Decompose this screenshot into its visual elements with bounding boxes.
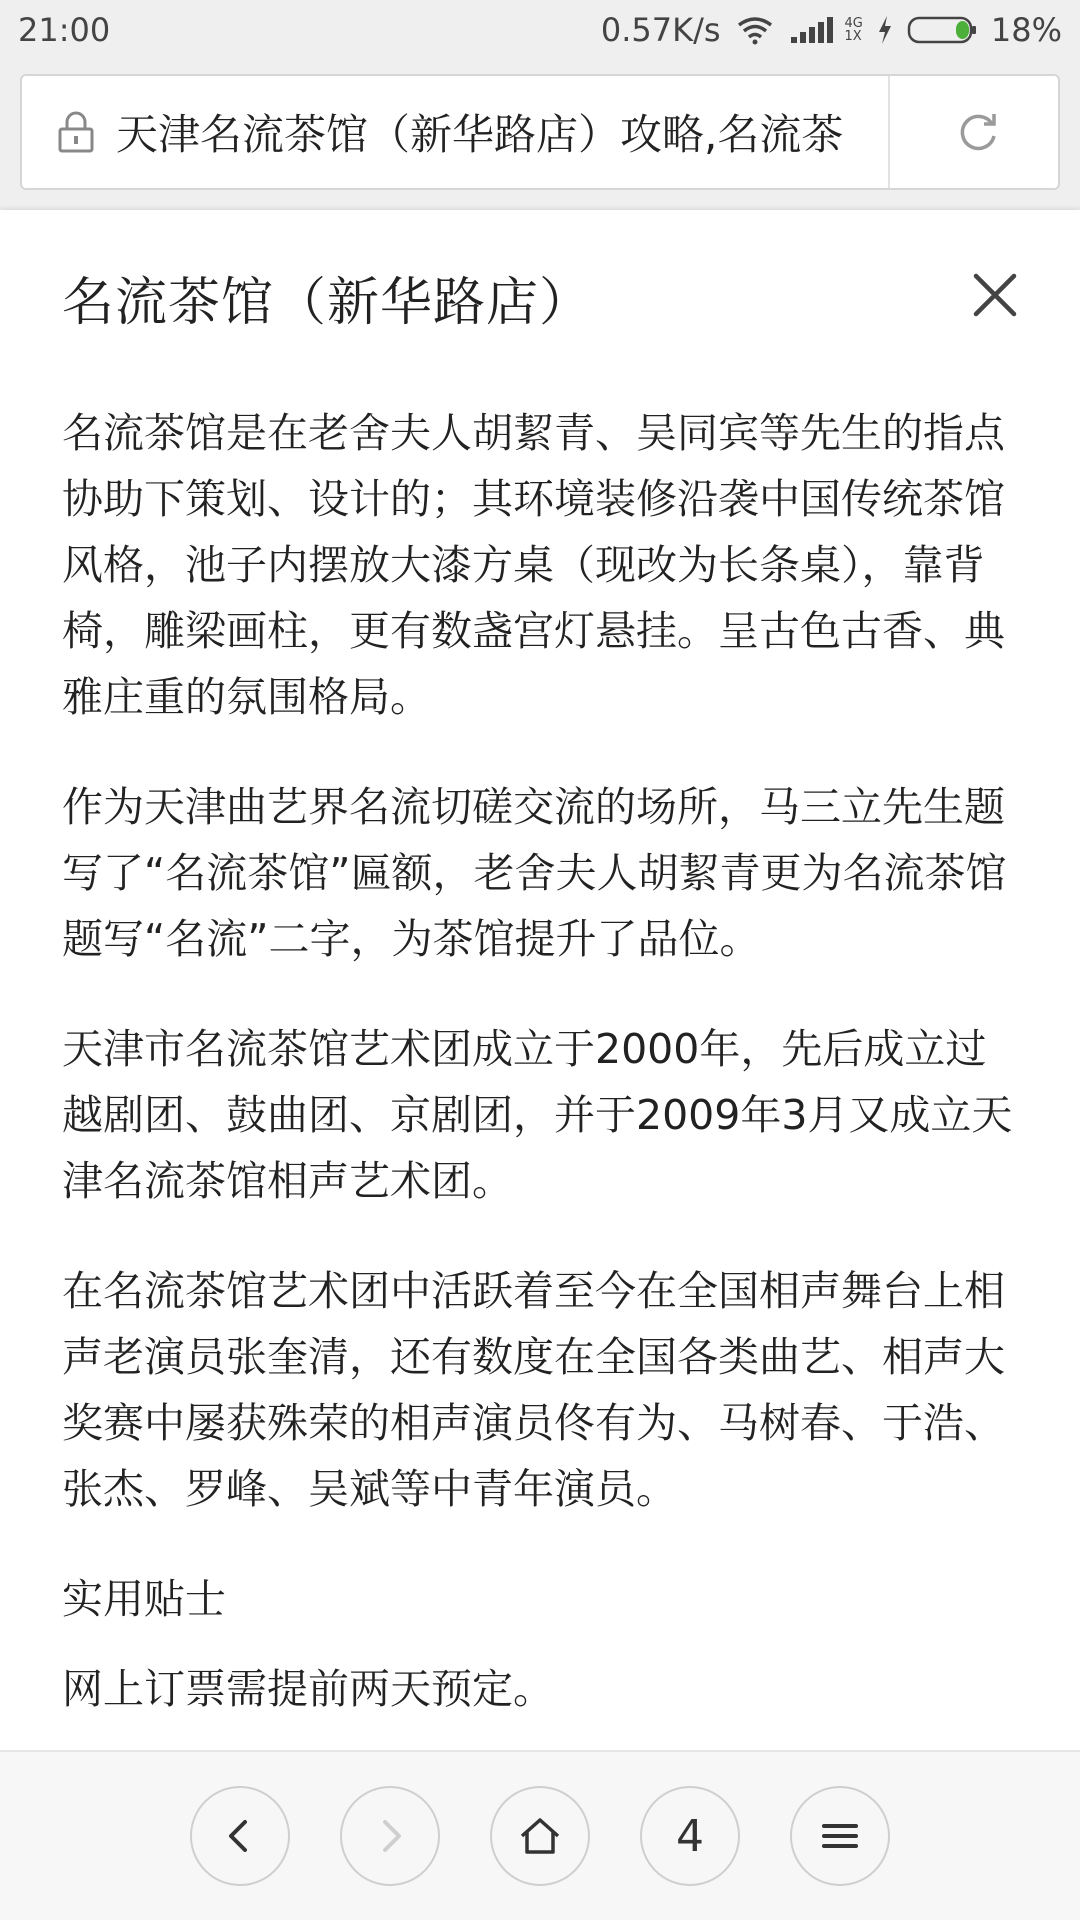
close-icon[interactable] [970, 270, 1020, 320]
paragraph: 作为天津曲艺界名流切磋交流的场所，马三立先生题写了“名流茶馆”匾额，老舍夫人胡絜青更为名流茶馆题写“名流”二字，为茶馆提升了品位。 [62, 783, 1007, 963]
status-bar [0, 0, 1080, 60]
bottom-toolbar [0, 1750, 1080, 1920]
network-type-top: 4G [844, 16, 863, 31]
wifi-icon [735, 15, 775, 45]
tab-count: 4 [676, 1810, 704, 1862]
forward-icon [368, 1814, 412, 1858]
forward-button[interactable] [340, 1786, 440, 1886]
paragraph: 名流茶馆是在老舍夫人胡絜青、吴同宾等先生的指点协助下策划、设计的；其环境装修沿袭中国传统茶馆风格，池子内摆放大漆方桌（现改为长条桌），靠背椅，雕梁画柱，更有数盏宫灯悬挂。呈古色古香、典雅庄重的氛围格局。 [62, 409, 1005, 721]
net-speed: 0.57K/s [600, 11, 721, 49]
tips-text: 网上订票需提前两天预定。 [62, 1665, 554, 1713]
home-button[interactable] [490, 1786, 590, 1886]
tips-heading: 实用贴士 [62, 1575, 226, 1623]
network-type-bottom: 1X [844, 29, 862, 44]
status-time: 21:00 [18, 11, 111, 49]
reload-icon[interactable] [954, 108, 1002, 156]
address-divider [888, 76, 890, 188]
battery-icon [907, 15, 977, 45]
url-text[interactable]: 天津名流茶馆（新华路店）攻略,名流茶 [116, 110, 844, 159]
back-button[interactable] [190, 1786, 290, 1886]
detail-sheet [0, 210, 1080, 1750]
lock-icon [56, 110, 96, 154]
status-indicators [601, 11, 1062, 49]
tabs-button[interactable] [640, 1786, 740, 1886]
menu-icon [818, 1814, 862, 1858]
signal-icon [789, 15, 837, 45]
address-bar[interactable] [20, 74, 1060, 190]
menu-button[interactable] [790, 1786, 890, 1886]
paragraph: 天津市名流茶馆艺术团成立于2000年，先后成立过越剧团、鼓曲团、京剧团，并于2009年3月又成立天津名流茶馆相声艺术团。 [62, 1025, 1013, 1205]
paragraph: 在名流茶馆艺术团中活跃着至今在全国相声舞台上相声老演员张奎清，还有数度在全国各类曲艺、相声大奖赛中屡获殊荣的相声演员佟有为、马树春、于浩、张杰、罗峰、吴斌等中青年演员。 [62, 1267, 1005, 1513]
home-icon [518, 1814, 562, 1858]
charging-bolt-icon [877, 15, 893, 45]
sheet-title: 名流茶馆（新华路店） [62, 273, 593, 333]
article-body [62, 400, 1022, 1766]
back-icon [218, 1814, 262, 1858]
network-type [845, 17, 863, 43]
address-area [0, 60, 1080, 210]
battery-percent: 18% [990, 11, 1062, 49]
